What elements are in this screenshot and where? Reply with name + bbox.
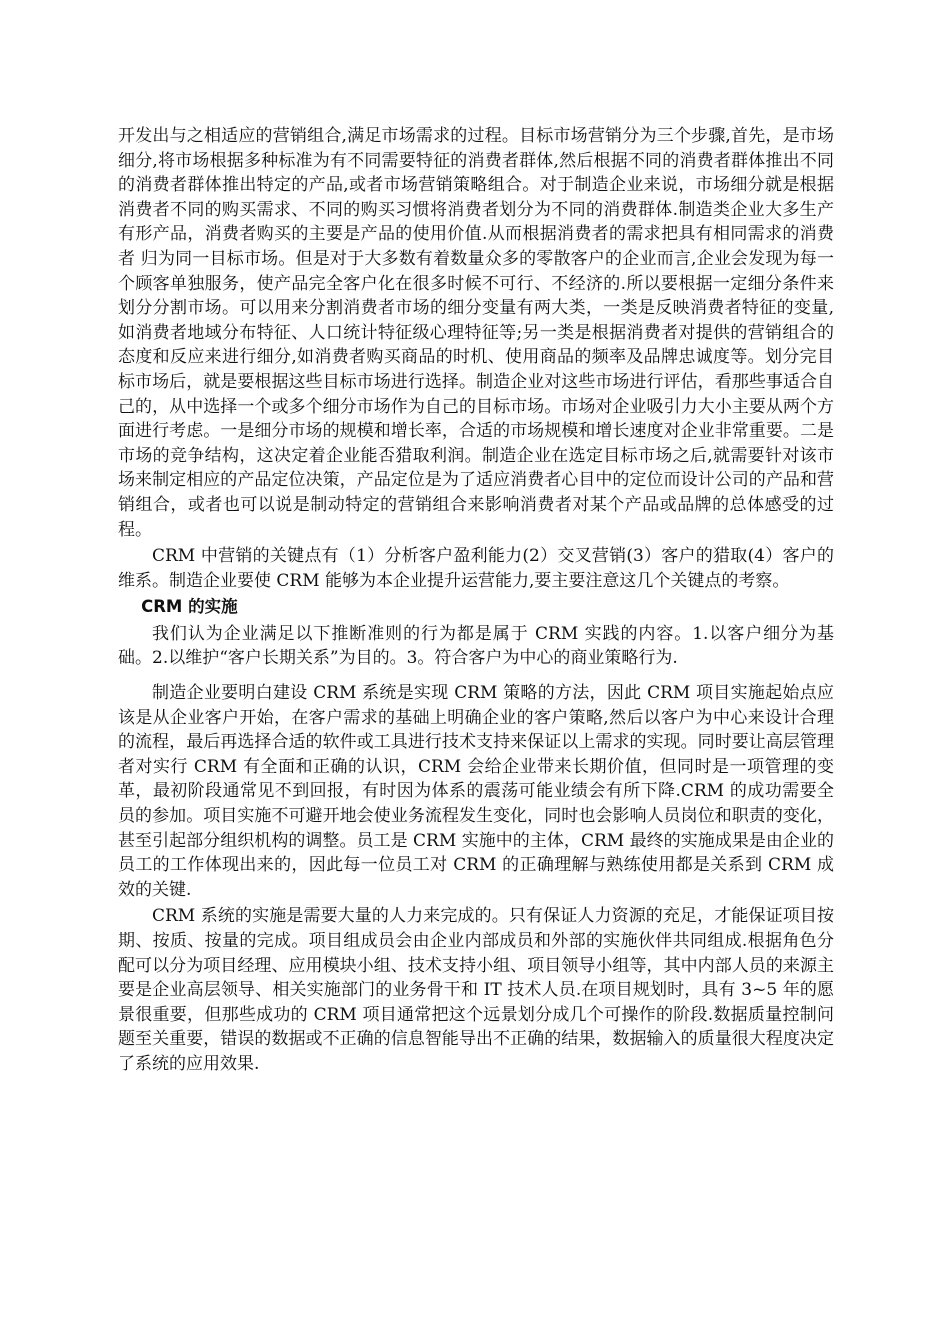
body-paragraph: 制造企业要明白建设 CRM 系统是实现 CRM 策略的方法，因此 CRM 项目实施起始点应该是从企业客户开始，在客户需求的基础上明确企业的客户策略,然后以客户为中心来设计合理的流程，最后再选择合适的软件或工具进行技术支持来保证以上需求的实现。同时要让高层管理者对实行 CRM 有全面和正确的认识，CRM 会给企业带来长期价值，但同时是一项管理的变革，最初阶段通常见不到回报，有时因为体系的震荡可能业绩会有所下降.CRM 的成功需要全员的参加。项目实施不可避开地会使业务流程发生变化，同时也会影响人员岗位和职责的变化，甚至引起部分组织机构的调整。员工是 CRM 实施中的主体，CRM 最终的实施成果是由企业的员工的工作体现出来的，因此每一位员工对 CRM 的正确理解与熟练使用都是关系到 CRM 成效的关键. [118, 683, 834, 900]
body-paragraph: CRM 系统的实施是需要大量的人力来完成的。只有保证人力资源的充足，才能保证项目按期、按质、按量的完成。项目组成员会由企业内部成员和外部的实施伙伴共同组成.根据角色分配可以分为项目经理、应用模块小组、技术支持小组、项目领导小组等，其中内部人员的来源主要是企业高层领导、相关实施部门的业务骨干和 IT 技术人员.在项目规划时，具有 3~5 年的愿景很重要，但那些成功的 CRM 项目通常把这个远景划分成几个可操作的阶段.数据质量控制问题至关重要，错误的数据或不正确的信息智能导出不正确的结果，数据输入的质量很大程度决定了系统的应用效果. [118, 906, 834, 1074]
document-page [118, 124, 834, 1077]
section-heading: CRM 的实施 [141, 597, 238, 617]
body-paragraph: 我们认为企业满足以下推断准则的行为都是属于 CRM 实践的内容。1.以客户细分为基础。2.以维护“客户长期关系”为目的。3。符合客户为中心的商业策略行为. [118, 623, 834, 669]
body-paragraph: CRM 中营销的关键点有（1）分析客户盈利能力(2）交叉营销(3）客户的猎取(4）客户的维系。制造企业要使 CRM 能够为本企业提升运营能力,要主要注意这几个关键点的考察。 [118, 546, 834, 591]
body-paragraph: 开发出与之相适应的营销组合,满足市场需求的过程。目标市场营销分为三个步骤,首先，是市场细分,将市场根据多种标准为有不同需要特征的消费者群体,然后根据不同的消费者群体推出不同的消费者群体推出特定的产品,或者市场营销策略组合。对于制造企业来说，市场细分就是根据消费者不同的购买需求、不同的购买习惯将消费者划分为不同的消费群体.制造类企业大多生产有形产品，消费者购买的主要是产品的使用价值.从而根据消费者的需求把具有相同需求的消费者 归为同一目标市场。但是对于大多数有着数量众多的零散客户的企业而言,企业会发现为每一个顾客单独服务，使产品完全客户化在很多时候不可行、不经济的.所以要根据一定细分条件来划分分割市场。可以用来分割消费者市场的细分变量有两大类，一类是反映消费者特征的变量,如消费者地域分布特征、人口统计特征级心理特征等;另一类是根据消费者对提供的营销组合的态度和反应来进行细分,如消费者购买商品的时机、使用商品的频率及品牌忠诚度等。划分完目标市场后，就是要根据这些目标市场进行选择。制造企业对这些市场进行评估，看那些事适合自己的，从中选择一个或多个细分市场作为自己的目标市场。市场对企业吸引力大小主要从两个方面进行考虑。一是细分市场的规模和增长率，合适的市场规模和增长速度对企业非常重要。二是市场的竞争结构，这决定着企业能否猎取利润。制造企业在选定目标市场之后,就需要针对该市场来制定相应的产品定位决策，产品定位是为了适应消费者心目中的定位而设计公司的产品和营销组合，或者也可以说是制动特定的营销组合来影响消费者对某个产品或品牌的总体感受的过程。 [118, 126, 834, 540]
